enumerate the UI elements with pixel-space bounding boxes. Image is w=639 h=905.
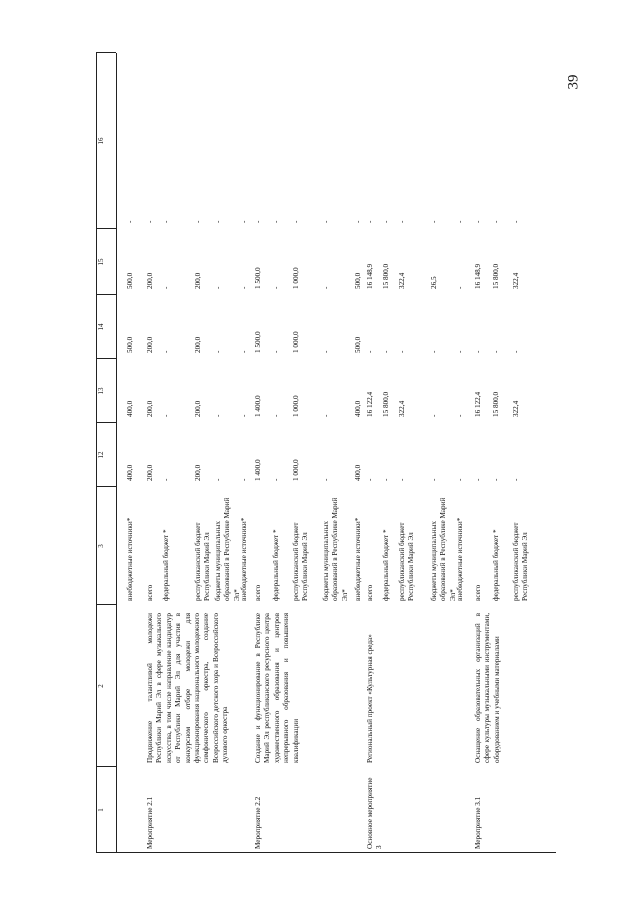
table-cell-value: 322,4 <box>398 400 406 417</box>
table-cell-value: - <box>398 350 406 353</box>
funding-source: всего <box>254 584 262 601</box>
table-cell-value: - <box>354 220 362 223</box>
funding-source: бюджеты муниципальных образований в Республике Марий Эл* <box>322 497 349 601</box>
table-cell-value: - <box>382 478 390 481</box>
table-cell-value: 1 400,0 <box>254 459 262 481</box>
table-cell-value: 15 800,0 <box>492 263 500 289</box>
table-cell-value: - <box>240 220 248 223</box>
funding-source: внебюджетные источники* <box>354 517 362 601</box>
row-label: Мероприятие 2.1 <box>146 796 154 849</box>
table-cell-value: - <box>240 414 248 417</box>
table-cell-value: 16 148,9 <box>366 263 374 289</box>
column-number: 16 <box>97 137 105 145</box>
table-cell-value: - <box>322 414 330 417</box>
table-cell-value: 200,0 <box>194 400 202 417</box>
table-cell-value: - <box>272 220 280 223</box>
funding-source: федеральный бюджет * <box>272 529 280 601</box>
table-cell-value: - <box>398 220 406 223</box>
table-cell-value: 400,0 <box>126 400 134 417</box>
table-cell-value: - <box>214 220 222 223</box>
table-cell-value: - <box>456 414 464 417</box>
table-cell-value: - <box>382 350 390 353</box>
page-number: 39 <box>565 74 582 90</box>
table-cell-value: - <box>162 350 170 353</box>
funding-source: республиканский бюджет Республики Марий Эл <box>194 522 212 601</box>
funding-source: всего <box>366 584 374 601</box>
table-cell-value: 500,0 <box>354 272 362 289</box>
funding-source: федеральный бюджет * <box>382 529 390 601</box>
column-number: 3 <box>97 544 105 548</box>
table-cell-value: 200,0 <box>194 336 202 353</box>
table-cell-value: 200,0 <box>194 272 202 289</box>
table-cell-value: - <box>456 478 464 481</box>
funding-source: республиканский бюджет Республики Марий Эл <box>398 522 416 601</box>
table-cell-value: - <box>492 220 500 223</box>
budget-table <box>96 53 556 853</box>
table-cell-value: - <box>214 478 222 481</box>
table-cell-value: - <box>492 350 500 353</box>
table-cell-value: 200,0 <box>146 336 154 353</box>
funding-source: федеральный бюджет * <box>492 529 500 601</box>
table-cell-value: 16 122,4 <box>366 391 374 417</box>
table-cell-value: 15 800,0 <box>382 391 390 417</box>
funding-source: всего <box>474 584 482 601</box>
table-cell-value: - <box>474 350 482 353</box>
table-cell-value: 322,4 <box>398 272 406 289</box>
table-cell-value: - <box>430 350 438 353</box>
row-label: Мероприятие 3.1 <box>474 796 482 849</box>
table-cell-value: - <box>272 478 280 481</box>
table-cell-value: - <box>430 220 438 223</box>
table-cell-value: - <box>512 350 520 353</box>
funding-source: внебюджетные источники* <box>240 517 248 601</box>
table-cell-value: 400,0 <box>354 464 362 481</box>
funding-source: бюджеты муниципальных образований в Республике Марий Эл* <box>430 497 457 601</box>
table-cell-value: 1 500,0 <box>254 331 262 353</box>
table-cell-value: - <box>146 220 154 223</box>
table-cell-value: 322,4 <box>512 400 520 417</box>
table-cell-value: - <box>214 414 222 417</box>
table-cell-value: 1 000,0 <box>292 459 300 481</box>
column-number: 1 <box>97 808 105 812</box>
table-cell-value: - <box>214 350 222 353</box>
table-cell-value: - <box>240 478 248 481</box>
table-cell-value: - <box>214 286 222 289</box>
table-cell-value: 200,0 <box>146 272 154 289</box>
table-cell-value: - <box>322 286 330 289</box>
funding-source: всего <box>146 584 154 601</box>
table-cell-value: 1 500,0 <box>254 267 262 289</box>
table-cell-value: - <box>240 286 248 289</box>
table-cell-value: - <box>272 350 280 353</box>
table-cell-value: - <box>322 478 330 481</box>
column-number: 13 <box>97 387 105 395</box>
table-cell-value: 26,5 <box>430 276 438 289</box>
table-cell-value: - <box>292 220 300 223</box>
funding-source: республиканский бюджет Республики Марий Эл <box>512 522 530 601</box>
funding-source: республиканский бюджет Республики Марий Эл <box>292 522 310 601</box>
table-cell-value: 16 148,9 <box>474 263 482 289</box>
table-cell-value: 16 122,4 <box>474 391 482 417</box>
table-cell-value: - <box>162 220 170 223</box>
table-cell-value: - <box>162 286 170 289</box>
row-description: Региональный проект «Культурная среда» <box>366 634 374 763</box>
column-number: 15 <box>97 258 105 266</box>
table-cell-value: - <box>512 478 520 481</box>
table-cell-value: - <box>322 220 330 223</box>
column-number: 12 <box>97 451 105 459</box>
table-cell-value: - <box>382 220 390 223</box>
table-cell-value: - <box>456 286 464 289</box>
table-cell-value: - <box>474 220 482 223</box>
row-description: Продвижение талантливой молодежи Республики Марий Эл в сфере музыкального искусства, в том числе направление кандидатур от Республики Марий Эл для участия в конкурсном отборе молодежи для функционирования национального молодежного симфонического оркестра, создание Всероссийского детского хора и Всероссийского духового оркестра <box>146 613 230 763</box>
table-cell-value: 500,0 <box>354 336 362 353</box>
table-cell-value: - <box>366 478 374 481</box>
row-label: Мероприятие 2.2 <box>254 796 262 849</box>
table-cell-value: - <box>162 478 170 481</box>
table-cell-value: - <box>492 478 500 481</box>
table-cell-value: - <box>322 350 330 353</box>
table-cell-value: 1 000,0 <box>292 267 300 289</box>
table-cell-value: - <box>162 414 170 417</box>
row-label: Основное мероприятие 3 <box>366 777 384 849</box>
table-cell-value: - <box>366 220 374 223</box>
table-cell-value: 322,4 <box>512 272 520 289</box>
table-cell-value: 500,0 <box>126 272 134 289</box>
table-cell-value: - <box>398 478 406 481</box>
column-number: 14 <box>97 323 105 331</box>
table-cell-value: 200,0 <box>146 400 154 417</box>
table-cell-value: - <box>254 220 262 223</box>
funding-source: внебюджетные источники* <box>126 517 134 601</box>
table-cell-value: - <box>272 286 280 289</box>
table-cell-value: 400,0 <box>354 400 362 417</box>
table-cell-value: - <box>366 350 374 353</box>
table-cell-value: 1 000,0 <box>292 331 300 353</box>
table-cell-value: 15 800,0 <box>492 391 500 417</box>
table-cell-value: 500,0 <box>126 336 134 353</box>
table-cell-value: - <box>430 414 438 417</box>
funding-source: внебюджетные источники* <box>456 517 464 601</box>
table-cell-value: - <box>126 220 134 223</box>
row-description: Создание и функционирование в Республике Марий Эл республиканского ресурсного центра художественного образования и центров непрерывного образования и повышения квалификации <box>254 613 300 763</box>
column-separator <box>96 852 556 853</box>
table-cell-value: - <box>272 414 280 417</box>
row-description: Оснащение образовательных организаций в сфере культуры музыкальными инструментами, оборудованием и учебными материалами <box>474 613 501 763</box>
table-cell-value: - <box>456 220 464 223</box>
table-cell-value: 200,0 <box>194 464 202 481</box>
table-cell-value: - <box>456 350 464 353</box>
table-cell-value: - <box>240 350 248 353</box>
table-cell-value: - <box>474 478 482 481</box>
header-bottom-border <box>116 53 117 853</box>
table-cell-value: 1 000,0 <box>292 395 300 417</box>
table-cell-value: 400,0 <box>126 464 134 481</box>
table-cell-value: 200,0 <box>146 464 154 481</box>
funding-source: федеральный бюджет * <box>162 529 170 601</box>
table-cell-value: - <box>194 220 202 223</box>
table-cell-value: - <box>512 220 520 223</box>
table-cell-value: - <box>430 478 438 481</box>
table-cell-value: 1 400,0 <box>254 395 262 417</box>
funding-source: бюджеты муниципальных образований в Республике Марий Эл* <box>214 497 241 601</box>
column-number: 2 <box>97 684 105 688</box>
table-cell-value: 15 800,0 <box>382 263 390 289</box>
